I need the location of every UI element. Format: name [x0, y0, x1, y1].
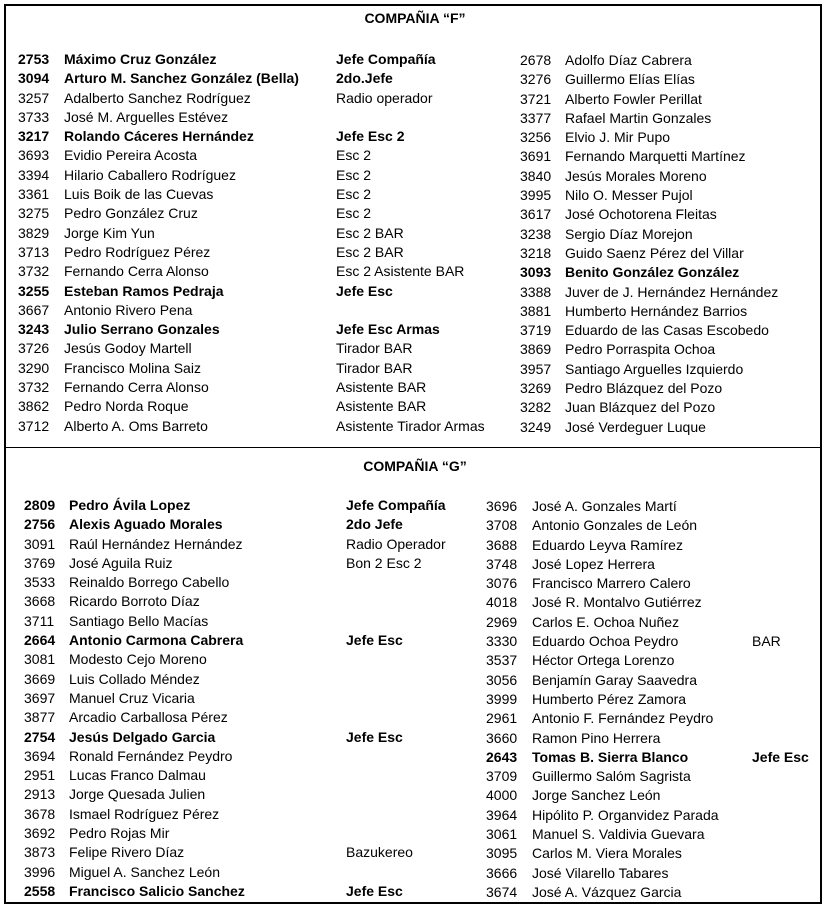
member-role: Bazukereo — [346, 844, 413, 861]
member-name: Eduardo Ochoa Peydro — [532, 633, 679, 650]
member-name: Jorge Kim Yun — [64, 224, 155, 241]
member-role: Esc 2 — [336, 166, 372, 183]
member-number: 3964 — [486, 806, 518, 823]
roster-row — [18, 204, 518, 223]
member-name: Humberto Hernández Barrios — [565, 302, 748, 319]
member-name: Manuel S. Valdivia Guevara — [532, 826, 705, 843]
member-name: José Ochotorena Fleitas — [565, 206, 717, 223]
member-number: 2753 — [18, 51, 50, 67]
member-name: Jesús Delgado Garcia — [69, 728, 216, 745]
member-number: 3094 — [18, 70, 50, 87]
roster-row — [24, 612, 494, 631]
member-name: Jorge Sanchez León — [532, 787, 661, 804]
member-number: 3709 — [486, 768, 518, 785]
roster-row — [520, 51, 820, 70]
company-g-left-list — [24, 496, 494, 901]
member-name: Esteban Ramos Pedraja — [64, 282, 224, 299]
member-role: Esc 2 — [336, 205, 372, 222]
member-number: 3218 — [520, 244, 552, 261]
member-name: Carlos M. Viera Morales — [532, 845, 682, 862]
member-number: 2809 — [24, 497, 56, 513]
member-name: Miguel A. Sanchez León — [69, 863, 220, 880]
member-number: 3691 — [520, 148, 552, 165]
member-name: Pedro Porraspita Ochoa — [565, 341, 716, 358]
roster-row — [24, 785, 494, 804]
member-role: Radio Operador — [346, 535, 446, 552]
member-number: 3361 — [18, 186, 50, 203]
roster-row — [24, 631, 494, 650]
member-name: Máximo Cruz González — [64, 51, 217, 67]
member-name: Luis Collado Méndez — [69, 670, 200, 687]
member-number: 3769 — [24, 554, 56, 571]
roster-row — [486, 864, 822, 883]
member-role: 2do Jefe — [346, 516, 403, 533]
roster-row — [18, 89, 518, 108]
member-name: Jorge Quesada Julien — [69, 786, 206, 803]
roster-row — [520, 244, 820, 263]
member-role: Asistente BAR — [336, 398, 427, 415]
member-number: 3255 — [18, 282, 50, 299]
member-name: Adolfo Díaz Cabrera — [565, 52, 692, 68]
roster-row — [18, 146, 518, 165]
member-number: 3697 — [24, 689, 56, 706]
member-name: Juver de J. Hernández Hernández — [565, 283, 779, 300]
member-number: 3056 — [486, 671, 518, 688]
member-number: 3877 — [24, 709, 56, 726]
roster-row — [520, 360, 820, 379]
member-number: 3713 — [18, 243, 50, 260]
member-number: 2913 — [24, 786, 56, 803]
member-name: Luis Boik de las Cuevas — [64, 186, 214, 203]
member-name: José Vilarello Tabares — [532, 864, 669, 881]
member-number: 3076 — [486, 575, 518, 592]
member-name: Pedro Rojas Mir — [69, 825, 170, 842]
member-number: 2961 — [486, 710, 518, 727]
member-role: Jefe Compañía — [346, 497, 446, 513]
member-name: Francisco Salicio Sanchez — [69, 882, 245, 899]
member-number: 3862 — [18, 398, 50, 415]
member-number: 2643 — [486, 748, 518, 765]
member-name: José A. Gonzales Martí — [532, 498, 677, 514]
roster-row — [486, 709, 822, 728]
roster-row — [18, 224, 518, 243]
member-name: Nilo O. Messer Pujol — [565, 187, 693, 204]
member-number: 4000 — [486, 787, 518, 804]
member-name: Jesús Morales Moreno — [565, 167, 707, 184]
member-role: Jefe Esc — [752, 748, 809, 765]
roster-row — [24, 824, 494, 843]
roster-row — [18, 127, 518, 146]
member-role: Jefe Esc — [346, 882, 403, 899]
member-role: Asistente BAR — [336, 379, 427, 396]
member-role: Jefe Esc — [346, 728, 403, 745]
member-name: Eduardo Leyva Ramírez — [532, 536, 683, 553]
member-number: 3692 — [24, 825, 56, 842]
member-role: Esc 2 BAR — [336, 224, 404, 241]
member-name: Rafael Martin Gonzales — [565, 109, 712, 126]
member-name: Antonio Carmona Cabrera — [69, 632, 244, 649]
member-name: Ismael Rodríguez Pérez — [69, 805, 220, 822]
member-number: 3957 — [520, 360, 552, 377]
member-name: Ramon Pino Herrera — [532, 729, 661, 746]
roster-row — [486, 613, 822, 632]
member-number: 3667 — [18, 301, 50, 318]
member-name: Guillermo Salóm Sagrista — [532, 768, 691, 785]
member-number: 3869 — [520, 341, 552, 358]
member-name: Francisco Marrero Calero — [532, 575, 691, 592]
member-name: Adalberto Sanchez Rodríguez — [64, 89, 251, 106]
member-role: Asistente Tirador Armas — [336, 417, 485, 434]
member-name: Guillermo Elías Elías — [565, 71, 695, 88]
member-name: Pedro Ávila Lopez — [69, 497, 191, 513]
roster-row — [24, 728, 494, 747]
member-number: 3282 — [520, 399, 552, 416]
member-number: 3660 — [486, 729, 518, 746]
roster-row — [18, 50, 518, 69]
roster-row — [24, 496, 494, 515]
roster-row — [486, 786, 822, 805]
member-name: Carlos E. Ochoa Nuñez — [532, 613, 680, 630]
member-number: 3377 — [520, 109, 552, 126]
member-name: José Verdeguer Luque — [565, 418, 706, 435]
member-name: Rolando Cáceres Hernández — [64, 128, 254, 145]
member-number: 3829 — [18, 224, 50, 241]
member-name: Hilario Caballero Rodríguez — [64, 166, 236, 183]
roster-row — [486, 748, 822, 767]
member-number: 3721 — [520, 90, 552, 107]
member-name: Alberto Fowler Perillat — [565, 90, 702, 107]
member-number: 3996 — [24, 863, 56, 880]
roster-row — [24, 766, 494, 785]
member-name: Raúl Hernández Hernández — [69, 535, 243, 552]
member-number: 3669 — [24, 670, 56, 687]
roster-row — [24, 805, 494, 824]
member-number: 3217 — [18, 128, 50, 145]
roster-row — [520, 283, 820, 302]
member-name: Antonio F. Fernández Peydro — [532, 710, 714, 727]
roster-row — [18, 243, 518, 262]
member-name: Arturo M. Sanchez González (Bella) — [64, 70, 299, 87]
member-number: 3394 — [18, 166, 50, 183]
member-number: 3276 — [520, 71, 552, 88]
member-number: 3537 — [486, 652, 518, 669]
member-number: 3999 — [486, 690, 518, 707]
member-name: Ronald Fernández Peydro — [69, 747, 233, 764]
roster-row — [18, 320, 518, 339]
member-name: Héctor Ortega Lorenzo — [532, 652, 675, 669]
roster-row — [24, 592, 494, 611]
member-name: Pedro Rodríguez Pérez — [64, 243, 211, 260]
member-number: 3881 — [520, 302, 552, 319]
member-role: Jefe Esc — [346, 632, 403, 649]
roster-row — [24, 708, 494, 727]
member-number: 3091 — [24, 535, 56, 552]
member-number: 3712 — [18, 417, 50, 434]
company-f-left-list — [18, 50, 518, 436]
member-name: Arcadio Carballosa Pérez — [69, 709, 228, 726]
member-role: Esc 2 Asistente BAR — [336, 263, 465, 280]
member-role: 2do.Jefe — [336, 70, 393, 87]
member-number: 3995 — [520, 187, 552, 204]
roster-row — [520, 109, 820, 128]
company-g-title: COMPAÑIA “G” — [363, 458, 467, 474]
member-number: 3243 — [18, 321, 50, 338]
member-name: Elvio J. Mir Pupo — [565, 129, 671, 146]
member-number: 3708 — [486, 517, 518, 534]
member-name: Felipe Rivero Díaz — [69, 844, 185, 861]
member-name: Juan Blázquez del Pozo — [565, 399, 716, 416]
member-name: José M. Arguelles Estévez — [64, 108, 229, 125]
member-number: 3666 — [486, 864, 518, 881]
roster-row — [18, 262, 518, 281]
member-number: 3095 — [486, 845, 518, 862]
member-number: 3873 — [24, 844, 56, 861]
member-number: 2951 — [24, 767, 56, 784]
roster-row — [486, 767, 822, 786]
roster-row — [24, 573, 494, 592]
company-f-title: COMPAÑIA “F” — [364, 10, 466, 26]
roster-row — [486, 671, 822, 690]
member-number: 3674 — [486, 883, 518, 900]
member-number: 3688 — [486, 536, 518, 553]
member-name: Ricardo Borroto Díaz — [69, 593, 200, 610]
member-name: Tomas B. Sierra Blanco — [532, 748, 689, 765]
member-number: 2754 — [24, 728, 56, 745]
roster-row — [486, 825, 822, 844]
roster-row — [520, 398, 820, 417]
member-number: 3093 — [520, 264, 552, 281]
member-role: Bon 2 Esc 2 — [346, 554, 422, 571]
roster-row — [18, 69, 518, 88]
member-number: 2664 — [24, 632, 56, 649]
member-name: Manuel Cruz Vicaria — [69, 689, 195, 706]
roster-row — [24, 670, 494, 689]
member-name: Humberto Pérez Zamora — [532, 690, 687, 707]
member-number: 3330 — [486, 633, 518, 650]
member-name: Fernando Marquetti Martínez — [565, 148, 746, 165]
roster-row — [520, 302, 820, 321]
roster-row — [486, 883, 822, 902]
member-role: Tirador BAR — [336, 340, 413, 357]
member-number: 2756 — [24, 516, 56, 533]
roster-row — [486, 593, 822, 612]
roster-row — [24, 515, 494, 534]
company-f-right-list — [520, 51, 820, 437]
member-number: 2969 — [486, 613, 518, 630]
member-role: Jefe Esc — [336, 282, 393, 299]
roster-row — [486, 536, 822, 555]
member-number: 3269 — [520, 380, 552, 397]
member-name: Hipólito P. Organvidez Parada — [532, 806, 719, 823]
member-role: Tirador BAR — [336, 359, 413, 376]
member-number: 3533 — [24, 574, 56, 591]
roster-row — [520, 128, 820, 147]
member-number: 3711 — [24, 612, 55, 629]
member-number: 4018 — [486, 594, 518, 611]
member-number: 3732 — [18, 263, 50, 280]
roster-row — [18, 185, 518, 204]
member-number: 2558 — [24, 882, 56, 899]
section-divider — [4, 447, 822, 448]
member-name: Alberto A. Oms Barreto — [64, 417, 208, 434]
roster-row — [18, 301, 518, 320]
roster-row — [486, 729, 822, 748]
roster-row — [520, 418, 820, 437]
member-name: Guido Saenz Pérez del Villar — [565, 244, 744, 261]
roster-row — [520, 225, 820, 244]
member-name: Sergio Díaz Morejon — [565, 225, 693, 242]
member-name: Antonio Gonzales de León — [532, 517, 698, 534]
member-number: 3678 — [24, 805, 56, 822]
member-number: 3694 — [24, 747, 56, 764]
roster-row — [520, 147, 820, 166]
member-number: 3249 — [520, 418, 552, 435]
roster-row — [520, 263, 820, 282]
member-number: 3061 — [486, 826, 518, 843]
member-number: 3238 — [520, 225, 552, 242]
member-name: Lucas Franco Dalmau — [69, 767, 206, 784]
member-number: 2678 — [520, 52, 552, 68]
member-name: Fernando Cerra Alonso — [64, 263, 209, 280]
roster-row — [486, 632, 822, 651]
member-role: Jefe Compañía — [336, 51, 436, 67]
member-role: BAR — [752, 633, 781, 650]
member-number: 3732 — [18, 379, 50, 396]
member-name: Fernando Cerra Alonso — [64, 379, 209, 396]
member-number: 3275 — [18, 205, 50, 222]
member-name: Eduardo de las Casas Escobedo — [565, 322, 769, 339]
member-role: Esc 2 — [336, 186, 372, 203]
member-name: Antonio Rivero Pena — [64, 301, 193, 318]
roster-row — [18, 108, 518, 127]
roster-row — [486, 844, 822, 863]
roster-row — [520, 90, 820, 109]
member-number: 3696 — [486, 498, 518, 514]
roster-row — [24, 843, 494, 862]
member-number: 3726 — [18, 340, 50, 357]
roster-row — [18, 166, 518, 185]
member-number: 3081 — [24, 651, 56, 668]
roster-row — [18, 359, 518, 378]
member-role: Esc 2 — [336, 147, 372, 164]
company-g-right-list — [486, 497, 822, 902]
roster-row — [18, 417, 518, 436]
member-role: Esc 2 BAR — [336, 243, 404, 260]
member-name: Evidio Pereira Acosta — [64, 147, 198, 164]
roster-row — [520, 167, 820, 186]
member-name: Pedro Norda Roque — [64, 398, 189, 415]
member-number: 3733 — [18, 108, 50, 125]
member-name: José A. Vázquez Garcia — [532, 883, 682, 900]
roster-row — [18, 339, 518, 358]
roster-row — [520, 340, 820, 359]
member-number: 3693 — [18, 147, 50, 164]
roster-row — [18, 378, 518, 397]
roster-row — [520, 186, 820, 205]
roster-row — [520, 379, 820, 398]
member-name: Reinaldo Borrego Cabello — [69, 574, 230, 591]
roster-row — [520, 321, 820, 340]
member-name: Modesto Cejo Moreno — [69, 651, 207, 668]
member-name: Pedro Blázquez del Pozo — [565, 380, 723, 397]
member-number: 3668 — [24, 593, 56, 610]
roster-row — [486, 516, 822, 535]
member-name: José Lopez Herrera — [532, 555, 655, 572]
roster-row — [18, 282, 518, 301]
roster-row — [486, 497, 822, 516]
roster-row — [24, 535, 494, 554]
member-name: Julio Serrano Gonzales — [64, 321, 220, 338]
roster-row — [486, 690, 822, 709]
member-name: José Aguila Ruiz — [69, 554, 173, 571]
member-role: Jefe Esc Armas — [336, 321, 440, 338]
member-name: Alexis Aguado Morales — [69, 516, 223, 533]
roster-row — [24, 689, 494, 708]
roster-row — [24, 747, 494, 766]
member-number: 3617 — [520, 206, 552, 223]
roster-row — [18, 397, 518, 416]
member-role: Jefe Esc 2 — [336, 128, 405, 145]
member-number: 3257 — [18, 89, 50, 106]
member-number: 3256 — [520, 129, 552, 146]
member-number: 3388 — [520, 283, 552, 300]
member-number: 3748 — [486, 555, 518, 572]
member-name: Benjamín Garay Saavedra — [532, 671, 697, 688]
member-name: Santiago Bello Macías — [69, 612, 209, 629]
member-name: José R. Montalvo Gutiérrez — [532, 594, 702, 611]
roster-row — [24, 882, 494, 901]
roster-row — [486, 555, 822, 574]
member-number: 3719 — [520, 322, 552, 339]
member-name: Jesús Godoy Martell — [64, 340, 192, 357]
roster-row — [520, 70, 820, 89]
member-name: Santiago Arguelles Izquierdo — [565, 360, 744, 377]
member-name: Francisco Molina Saiz — [64, 359, 201, 376]
member-number: 3840 — [520, 167, 552, 184]
member-name: Pedro González Cruz — [64, 205, 198, 222]
roster-row — [486, 574, 822, 593]
member-number: 3290 — [18, 359, 50, 376]
roster-row — [24, 554, 494, 573]
member-name: Benito González González — [565, 264, 740, 281]
member-role: Radio operador — [336, 89, 433, 106]
roster-row — [520, 205, 820, 224]
roster-row — [24, 650, 494, 669]
roster-row — [486, 651, 822, 670]
roster-row — [486, 806, 822, 825]
roster-row — [24, 863, 494, 882]
